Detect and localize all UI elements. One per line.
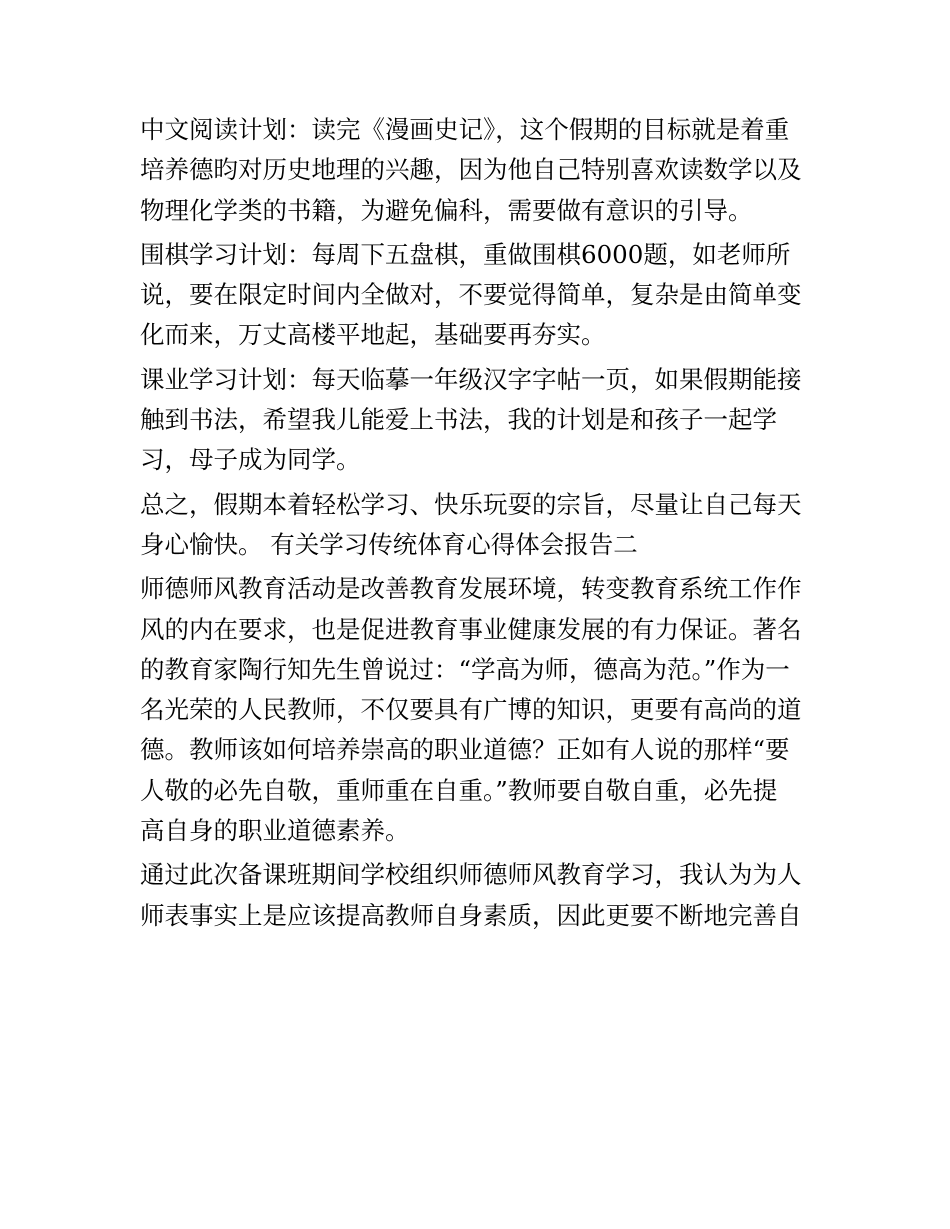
text-line: 说，要在限定时间内全做对，不要觉得简单，复杂是由简单变	[140, 280, 802, 310]
text-line: 化而来，万丈高楼平地起，基础要再夯实。	[140, 320, 606, 350]
text-line: 人敬的必先自敬，重师重在自重。”教师要自敬自重，必先提	[140, 775, 778, 805]
text-line: 师表事实上是应该提高教师自身素质，因此更要不断地完善自	[140, 900, 802, 930]
text-line: 的教育家陶行知先生曾说过：“学高为师，德高为范。”作为一	[140, 654, 790, 684]
text-line: 师德师风教育活动是改善教育发展环境，转变教育系统工作作	[140, 574, 802, 604]
text-line: 中文阅读计划：读完《漫画史记》，这个假期的目标就是着重	[140, 115, 790, 144]
text-line: 围棋学习计划：每周下五盘棋，重做围棋6000题，如老师所	[140, 239, 791, 269]
text-line: 课业学习计划：每天临摹一年级汉字字帖一页，如果假期能接	[140, 364, 802, 394]
text-line: 培养德昀对历史地理的兴趣，因为他自己特别喜欢读数学以及	[140, 155, 802, 185]
text-line: 总之，假期本着轻松学习、快乐玩耍的宗旨，尽量让自己每天	[140, 489, 802, 519]
text-line: 身心愉快。 有关学习传统体育心得体会报告二	[140, 529, 638, 559]
text-line: 名光荣的人民教师，不仅要具有广博的知识，更要有高尚的道	[140, 695, 802, 725]
text-line: 通过此次备课班期间学校组织师德师风教育学习，我认为为人	[140, 860, 802, 890]
body-text	[140, 110, 820, 936]
text-line: 物理化学类的书籍，为避免偏科，需要做有意识的引导。	[140, 195, 753, 225]
text-line: 触到书法，希望我儿能爱上书法，我的计划是和孩子一起学	[140, 405, 777, 435]
text-line: 高自身的职业道德素养。	[140, 816, 410, 846]
text-line: 德。教师该如何培养崇高的职业道德？正如有人说的那样“要	[140, 735, 790, 765]
text-line: 风的内在要求，也是促进教育事业健康发展的有力保证。著名	[140, 614, 802, 644]
text-line: 习，母子成为同学。	[140, 445, 361, 475]
